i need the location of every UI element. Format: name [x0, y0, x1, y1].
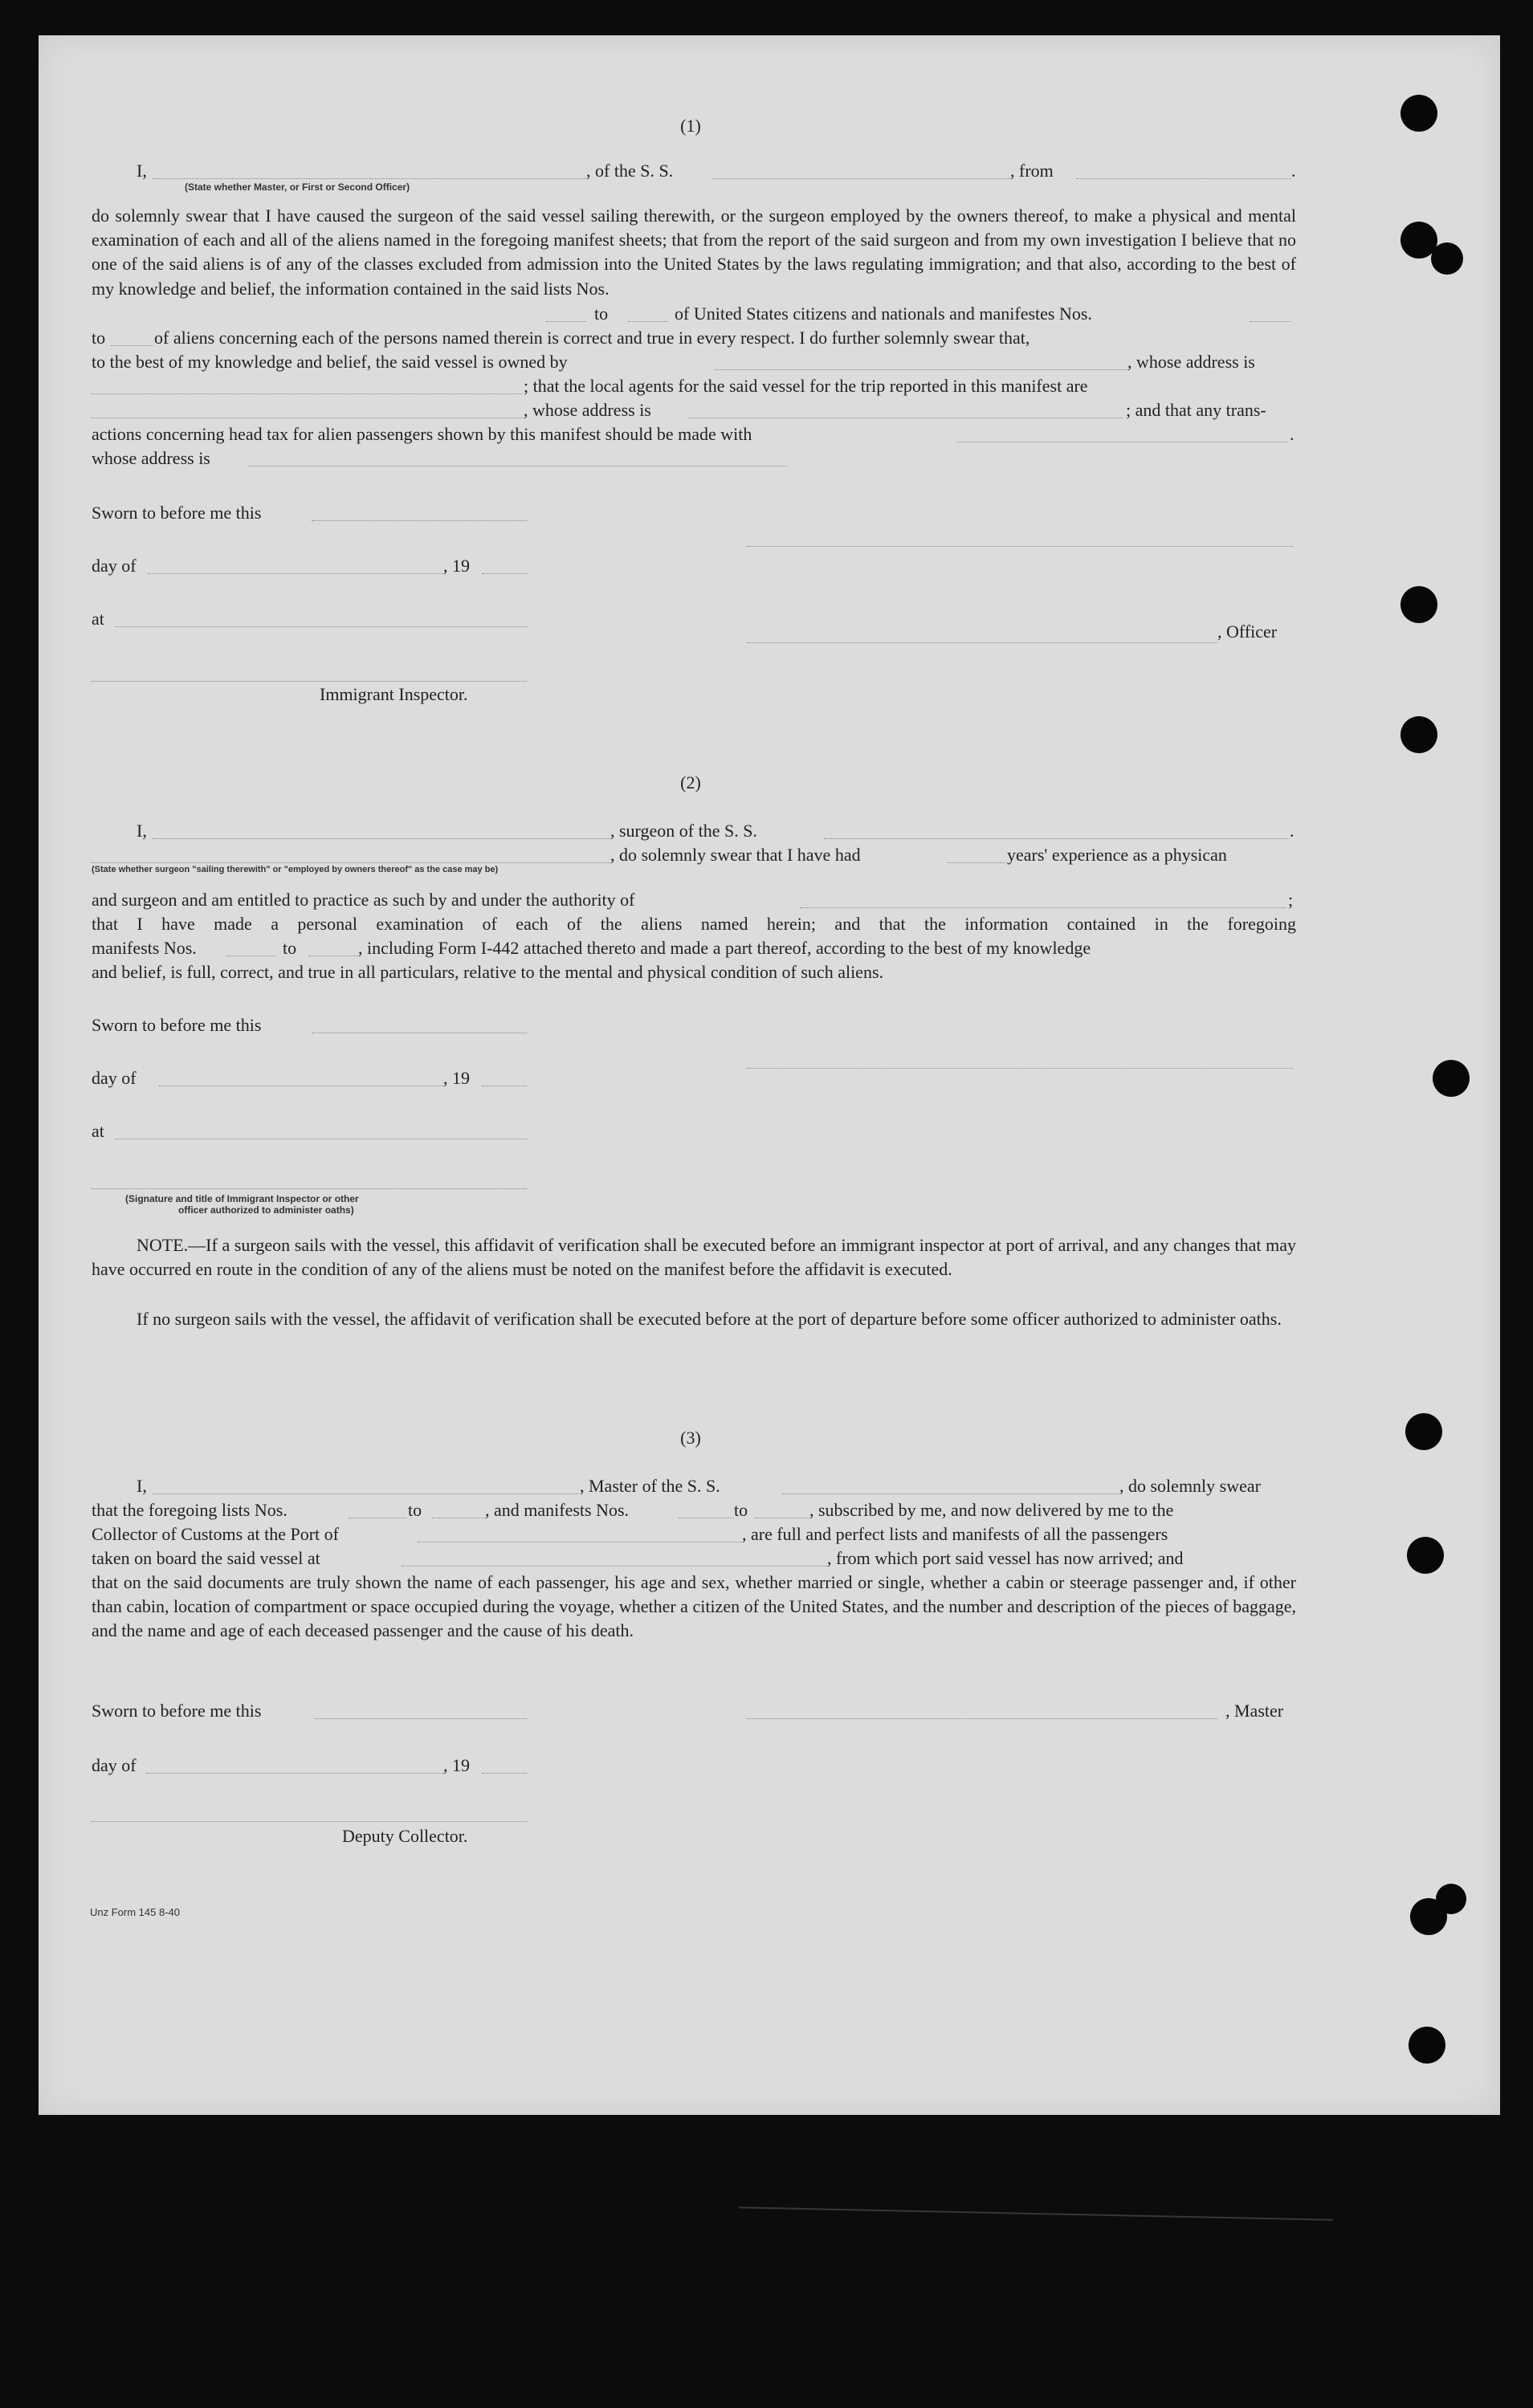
label: .: [1290, 424, 1294, 444]
scan-streak: [739, 2206, 1333, 2220]
label: Sworn to before me this: [92, 1701, 262, 1721]
fill-line: [948, 862, 1005, 863]
label: whose address is: [92, 448, 210, 468]
fill-line: [824, 838, 1290, 839]
label: I,: [137, 821, 147, 841]
fill-line: [153, 838, 610, 839]
label: day of: [92, 1068, 137, 1088]
fill-line: [116, 626, 527, 627]
fill-line: [315, 1718, 527, 1719]
form-number: Unz Form 145 8-40: [90, 1906, 180, 1918]
oath-paragraph: that on the said documents are truly shown the name of each passenger, his age and sex, whether married or single, whether a cabin or steerage passenger and, if other than cabin, location of compartment or space occupied during the voyage, whether a citizen of the United States, and the number and description of the pieces of baggage, and the name and age of each deceased passenger and the cause of his death.: [92, 1572, 1296, 1641]
label: taken on board the said vessel at: [92, 1548, 320, 1568]
signature-note: (Signature and title of Immigrant Inspector or other: [125, 1193, 359, 1204]
fill-line: [92, 862, 610, 863]
note-paragraph: If no surgeon sails with the vessel, the affidavit of verification shall be executed before at the port of departure before some officer authorized to administer oaths.: [137, 1309, 1282, 1329]
label: , 19: [443, 1755, 470, 1775]
binder-hole: [1400, 586, 1437, 623]
label: day of: [92, 1755, 137, 1775]
label: , whose address is: [524, 400, 651, 420]
label: , Officer: [1217, 621, 1278, 642]
label: .: [1290, 821, 1294, 841]
label: , including Form I-442 attached thereto and made a part thereof, according to the best of my knowledge: [358, 938, 1091, 958]
fill-line: [713, 178, 1010, 179]
section-number: (1): [680, 116, 701, 136]
label: Immigrant Inspector.: [320, 684, 468, 704]
fill-line: [715, 369, 1129, 370]
fill-line: [153, 178, 586, 179]
label: , from which port said vessel has now arrived; and: [827, 1548, 1184, 1568]
label: day of: [92, 556, 137, 576]
label: to: [408, 1500, 422, 1520]
binder-hole: [1433, 1060, 1470, 1097]
oath-paragraph: do solemnly swear that I have caused the surgeon of the said vessel sailing therewith, or the surgeon employed by the owners thereof, to make a physical and mental examination of each and all of the aliens named in the foregoing manifest sheets; that from the report of the said surgeon and from my own investigation I believe that no one of the said aliens is of any of the classes excluded from admission into the United States by the laws regulating immigration; and that also, according to the best of my knowledge and belief, the information contained in the said lists Nos.: [92, 206, 1296, 299]
label: actions concerning head tax for alien passengers shown by this manifest should be made with: [92, 424, 752, 444]
section-number: (2): [680, 772, 701, 792]
fill-line: [782, 1493, 1119, 1494]
label: Deputy Collector.: [342, 1826, 468, 1846]
fill-line: [249, 466, 787, 467]
fill-line: [146, 1773, 443, 1774]
instruction-note: (State whether surgeon "sailing therewith" or "employed by owners thereof" as the case may be): [92, 865, 499, 874]
label: ; and that any trans-: [1126, 400, 1266, 420]
fill-line: [1250, 321, 1291, 322]
fill-line: [111, 345, 153, 346]
label: .: [1291, 161, 1296, 181]
label: , Master: [1225, 1701, 1284, 1721]
instruction-note: (State whether Master, or First or Second Officer): [185, 181, 410, 193]
binder-hole: [1400, 95, 1437, 132]
fill-line: [308, 955, 358, 956]
fill-line: [1076, 178, 1291, 179]
binder-hole: [1400, 716, 1437, 753]
label: Sworn to before me this: [92, 503, 262, 523]
signature-line[interactable]: [92, 1821, 527, 1822]
label: years' experience as a physican: [1007, 845, 1227, 865]
binder-hole: [1407, 1537, 1444, 1574]
signature-line[interactable]: [747, 642, 1217, 643]
fill-line: [148, 573, 445, 574]
label: I,: [137, 161, 147, 181]
label: to the best of my knowledge and belief, the said vessel is owned by: [92, 352, 568, 372]
label: , 19: [443, 556, 470, 576]
label: to: [283, 938, 297, 958]
label: , do solemnly swear: [1119, 1476, 1261, 1496]
label: at: [92, 609, 104, 629]
label: of aliens concerning each of the persons named therein is correct and true in every respect. I do further solemnly swear that,: [154, 328, 1030, 348]
label: , do solemnly swear that I have had: [610, 845, 861, 865]
label: , are full and perfect lists and manifests of all the passengers: [742, 1524, 1168, 1544]
label: , subscribed by me, and now delivered by me to the: [809, 1500, 1174, 1520]
label: ; that the local agents for the said vessel for the trip reported in this manifest are: [524, 376, 1088, 396]
signature-line[interactable]: [92, 1188, 527, 1189]
fill-line: [546, 321, 586, 322]
signature-line[interactable]: [747, 1718, 1217, 1719]
binder-hole: [1405, 1413, 1442, 1450]
oath-paragraph: that I have made a personal examination of each of the aliens named herein; and that the information contained in the foregoing: [92, 914, 1296, 934]
signature-line[interactable]: [747, 1068, 1293, 1069]
label: Collector of Customs at the Port of: [92, 1524, 339, 1544]
signature-line[interactable]: [747, 546, 1293, 547]
fill-line: [402, 1566, 827, 1567]
binder-hole: [1409, 2027, 1445, 2064]
binder-hole: [1431, 242, 1463, 275]
label: of United States citizens and nationals and manifestes Nos.: [675, 304, 1092, 324]
label: at: [92, 1121, 104, 1141]
label: , whose address is: [1127, 352, 1255, 372]
label: and belief, is full, correct, and true in all particulars, relative to the mental and physical condition of such aliens.: [92, 962, 884, 982]
binder-hole: [1436, 1884, 1466, 1914]
label: ;: [1288, 890, 1294, 910]
label: , of the S. S.: [586, 161, 674, 181]
fill-line: [92, 393, 522, 394]
note-paragraph: NOTE.—If a surgeon sails with the vessel, this affidavit of verification shall be executed before an immigrant inspector at port of arrival, and any changes that may have occurred en route in the condition of any of the aliens must be noted on the manifest before the affidavit is executed.: [92, 1235, 1296, 1280]
fill-line: [482, 1773, 527, 1774]
label: and surgeon and am entitled to practice as such by and under the authority of: [92, 890, 635, 910]
label: that the foregoing lists Nos.: [92, 1500, 287, 1520]
fill-line: [226, 955, 276, 956]
label: , from: [1010, 161, 1054, 181]
signature-line[interactable]: [92, 681, 527, 682]
label: to: [734, 1500, 748, 1520]
section-number: (3): [680, 1428, 701, 1448]
fill-line: [312, 520, 527, 521]
fill-line: [800, 907, 1286, 908]
label: , Master of the S. S.: [580, 1476, 720, 1496]
label: , surgeon of the S. S.: [610, 821, 757, 841]
label: to: [92, 328, 106, 348]
signature-note: officer authorized to administer oaths): [178, 1204, 354, 1216]
label: , and manifests Nos.: [485, 1500, 630, 1520]
label: , 19: [443, 1068, 470, 1088]
label: Sworn to before me this: [92, 1015, 262, 1035]
label: manifests Nos.: [92, 938, 197, 958]
fill-line: [628, 321, 668, 322]
fill-line: [153, 1493, 578, 1494]
label: I,: [137, 1476, 147, 1496]
fill-line: [482, 573, 527, 574]
label: to: [594, 304, 609, 324]
